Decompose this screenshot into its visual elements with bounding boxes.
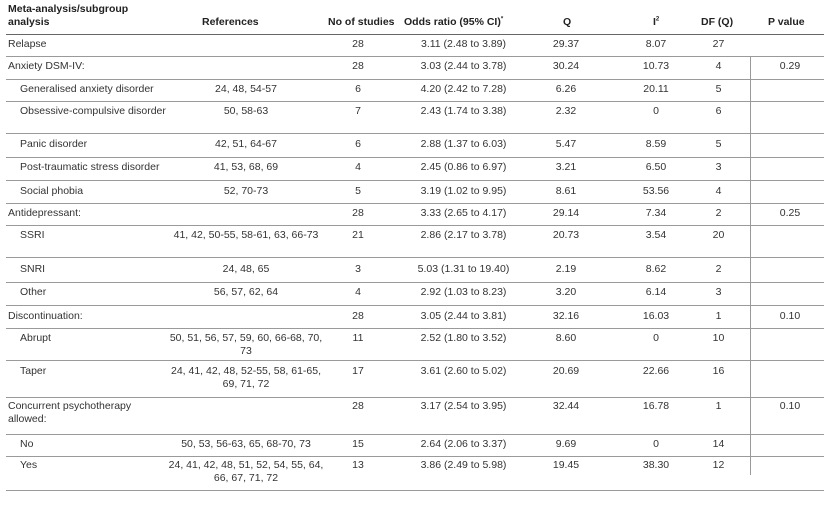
cell-studies: 28 [352,207,364,219]
cell-references: 50, 53, 56-63, 65, 68-70, 73 [181,438,311,450]
cell-references: 41, 42, 50-55, 58-61, 63, 66-73 [173,229,319,241]
cell-studies: 28 [352,310,364,322]
cell-studies: 15 [352,438,364,450]
cell-q: 30.24 [552,60,580,72]
cell-df: 1 [715,400,722,412]
cell-studies: 6 [355,138,361,150]
cell-q: 5.47 [555,138,577,150]
cell-name: Anxiety DSM-IV: [8,60,85,72]
header-references: References [202,16,259,28]
cell-df: 20 [712,229,725,241]
cell-odds-ratio: 5.03 (1.31 to 19.40) [417,263,510,275]
header-p: P value [768,16,805,28]
cell-studies: 4 [355,161,361,173]
cell-i2: 0 [653,332,659,344]
cell-i2: 6.50 [645,161,667,173]
cell-studies: 28 [352,400,364,412]
cell-i2: 53.56 [642,185,670,197]
cell-i2: 10.73 [642,60,670,72]
cell-name: Generalised anxiety disorder [20,83,154,95]
cell-odds-ratio: 3.33 (2.65 to 4.17) [420,207,507,219]
cell-i2: 0 [653,105,659,117]
cell-references: 24, 48, 54-57 [215,83,277,95]
cell-df: 14 [712,438,725,450]
table-row [6,57,824,80]
cell-name: No [20,438,34,450]
header-df: DF (Q) [701,16,734,28]
cell-q: 2.19 [555,263,577,275]
cell-references: 24, 41, 42, 48, 51, 52, 54, 55, 64, 66, 67, 71, 72 [168,459,324,484]
cell-name: Post-traumatic stress disorder [20,161,160,173]
cell-df: 5 [715,83,722,95]
header-or-sup: * [500,16,504,23]
table-header [6,2,824,35]
cell-studies: 3 [355,263,361,275]
header-or-text: Odds ratio (95% CI) [404,16,501,28]
cell-odds-ratio: 3.86 (2.49 to 5.98) [420,459,507,471]
cell-df: 3 [715,286,722,298]
cell-odds-ratio: 3.05 (2.44 to 3.81) [420,310,507,322]
cell-references: 50, 51, 56, 57, 59, 60, 66-68, 70, 73 [169,332,323,357]
cell-i2: 3.54 [645,229,667,241]
cell-references: 50, 58-63 [223,105,269,117]
cell-df: 12 [712,459,725,471]
cell-name: Concurrent psychotherapy allowed: [8,400,132,425]
cell-studies: 6 [355,83,361,95]
cell-df: 1 [715,310,722,322]
cell-i2: 8.62 [645,263,667,275]
cell-df: 10 [712,332,725,344]
cell-q: 9.69 [555,438,577,450]
cell-q: 3.20 [555,286,577,298]
cell-i2: 6.14 [645,286,667,298]
cell-q: 29.37 [552,38,580,50]
cell-p-value: 0.29 [779,60,801,72]
table-row [6,134,824,158]
cell-references: 24, 48, 65 [222,263,270,275]
cell-references: 52, 70-73 [223,185,269,197]
table-row [6,158,824,181]
header-studies: No of studies [328,16,395,28]
cell-df: 4 [715,60,722,72]
cell-name: Social phobia [20,185,84,197]
results-table [6,2,824,491]
cell-i2: 22.66 [642,365,670,377]
header-analysis: Meta-analysis/subgroup analysis [8,3,129,28]
cell-q: 19.45 [552,459,580,471]
cell-odds-ratio: 2.92 (1.03 to 8.23) [420,286,507,298]
cell-df: 16 [712,365,725,377]
table-row [6,457,824,491]
cell-references: 42, 51, 64-67 [215,138,277,150]
cell-studies: 13 [352,459,364,471]
cell-odds-ratio: 3.17 (2.54 to 3.95) [420,400,507,412]
cell-name: Taper [20,365,47,377]
cell-references: 41, 53, 68, 69 [213,161,279,173]
cell-i2: 8.59 [645,138,667,150]
table-row [6,306,824,329]
cell-name: Other [20,286,47,298]
cell-studies: 5 [355,185,361,197]
cell-studies: 4 [355,286,361,298]
cell-i2: 8.07 [645,38,667,50]
cell-q: 3.21 [555,161,577,173]
table-row [6,204,824,226]
cell-i2: 0 [653,438,659,450]
cell-i2: 16.78 [642,400,670,412]
cell-df: 5 [715,138,722,150]
header-i2 [653,16,659,28]
cell-name: Panic disorder [20,138,88,150]
cell-studies: 28 [352,60,364,72]
header-i2-text: I [653,16,656,28]
cell-p-value: 0.10 [779,310,801,322]
cell-q: 6.26 [555,83,577,95]
cell-studies: 11 [352,332,364,344]
cell-references: 24, 41, 42, 48, 52-55, 58, 61-65, 69, 71, 72 [170,365,322,390]
cell-odds-ratio: 2.64 (2.06 to 3.37) [420,438,507,450]
cell-name: SSRI [20,229,45,241]
cell-i2: 20.11 [643,83,669,95]
cell-q: 20.73 [552,229,580,241]
cell-studies: 7 [355,105,361,117]
table-body [6,35,824,491]
cell-name: Discontinuation: [8,310,83,322]
cell-odds-ratio: 2.86 (2.17 to 3.78) [420,229,507,241]
cell-df: 6 [715,105,722,117]
cell-name: SNRI [20,263,46,275]
table-row [6,258,824,283]
header-i2-sup: 2 [655,16,660,23]
cell-q: 32.44 [552,400,580,412]
cell-q: 29.14 [552,207,580,219]
table-row [6,329,824,361]
table-row [6,102,824,134]
cell-df: 2 [715,207,722,219]
cell-name: Yes [20,459,38,471]
p-value-divider [750,57,751,475]
cell-i2: 16.03 [642,310,670,322]
cell-name: Abrupt [20,332,51,344]
cell-df: 4 [715,185,722,197]
cell-i2: 7.34 [645,207,667,219]
cell-odds-ratio: 3.11 (2.48 to 3.89) [420,38,507,50]
cell-i2: 38.30 [642,459,670,471]
table-row [6,181,824,204]
cell-q: 8.60 [555,332,577,344]
cell-studies: 17 [352,365,364,377]
table-row [6,283,824,306]
table-row [6,435,824,457]
table-row [6,35,824,57]
cell-name: Antidepressant: [8,207,81,219]
cell-odds-ratio: 4.20 (2.42 to 7.28) [420,83,507,95]
cell-q: 20.69 [552,365,580,377]
cell-references: 56, 57, 62, 64 [213,286,279,298]
cell-studies: 21 [352,229,364,241]
cell-name: Obsessive-compulsive disorder [20,105,166,117]
cell-df: 2 [715,263,722,275]
cell-odds-ratio: 3.61 (2.60 to 5.02) [420,365,507,377]
cell-odds-ratio: 2.45 (0.86 to 6.97) [420,161,507,173]
table-row [6,226,824,258]
cell-odds-ratio: 2.52 (1.80 to 3.52) [420,332,507,344]
cell-p-value: 0.25 [779,207,801,219]
cell-df: 27 [712,38,725,50]
cell-name: Relapse [8,38,47,50]
cell-odds-ratio: 2.43 (1.74 to 3.38) [420,105,507,117]
cell-df: 3 [715,161,722,173]
cell-odds-ratio: 3.19 (1.02 to 9.95) [420,185,507,197]
header-q: Q [563,16,572,28]
cell-q: 8.61 [555,185,577,197]
header-odds-ratio [404,16,503,28]
cell-q: 2.32 [555,105,577,117]
cell-odds-ratio: 2.88 (1.37 to 6.03) [420,138,507,150]
cell-q: 32.16 [552,310,580,322]
cell-studies: 28 [352,38,364,50]
cell-p-value: 0.10 [779,400,801,412]
table-row [6,398,824,435]
table-row [6,80,824,102]
table-row [6,361,824,398]
cell-odds-ratio: 3.03 (2.44 to 3.78) [420,60,507,72]
